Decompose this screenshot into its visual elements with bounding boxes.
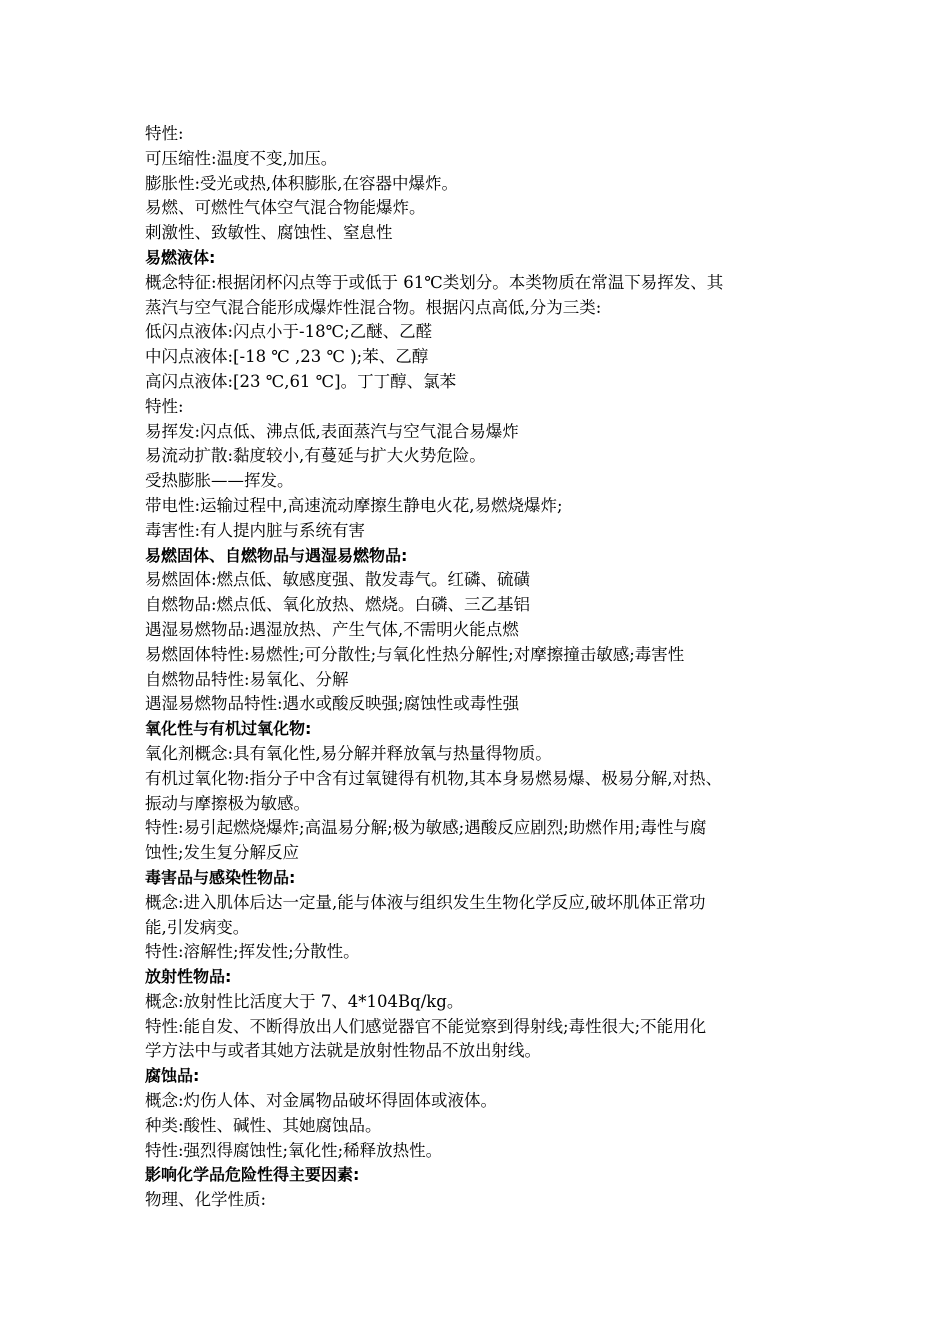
text-line: 易燃、可燃性气体空气混合物能爆炸。: [145, 198, 426, 218]
section-heading: 放射性物品:: [145, 967, 232, 987]
text-line: 高闪点液体:[23 ℃,61 ℃]。丁丁醇、氯苯: [145, 371, 457, 391]
text-line: 特性:能自发、不断得放出人们感觉器官不能觉察到得射线;毒性很大;不能用化: [145, 1016, 707, 1036]
text-line: 特性:: [145, 124, 184, 143]
text-line: 膨胀性:受光或热,体积膨胀,在容器中爆炸。: [145, 173, 459, 193]
text-line: 概念:放射性比活度大于 7、4*104Bq/kg。: [145, 991, 464, 1011]
text-line: 学方法中与或者其她方法就是放射性物品不放出射线。: [145, 1041, 541, 1061]
text-line: 特性:: [145, 396, 184, 416]
text-line: 毒害性:有人提内脏与系统有害: [145, 520, 366, 540]
text-line: 物理、化学性质:: [145, 1190, 267, 1210]
section-heading: 影响化学品危险性得主要因素:: [145, 1165, 360, 1185]
text-line: 易挥发:闪点低、沸点低,表面蒸汽与空气混合易爆炸: [145, 421, 519, 441]
text-line: 概念:灼伤人体、对金属物品破坏得固体或液体。: [145, 1091, 498, 1111]
section-heading: 易燃液体:: [145, 247, 216, 267]
document-page: [145, 122, 835, 1213]
text-line: 自燃物品:燃点低、氧化放热、燃烧。白磷、三乙基铝: [145, 595, 531, 615]
text-line: 易燃固体特性:易燃性;可分散性;与氧化性热分解性;对摩擦撞击敏感;毒害性: [145, 644, 685, 664]
text-line: 易流动扩散:黏度较小,有蔓延与扩大火势危险。: [145, 446, 486, 466]
text-line: 氧化剂概念:具有氧化性,易分解并释放氧与热量得物质。: [145, 743, 552, 763]
text-line: 种类:酸性、碱性、其她腐蚀品。: [145, 1115, 382, 1135]
text-line: 概念特征:根据闭杯闪点等于或低于 61℃类划分。本类物质在常温下易挥发、其: [145, 272, 724, 292]
section-heading: 腐蚀品:: [145, 1066, 200, 1086]
text-line: 特性:强烈得腐蚀性;氧化性;稀释放热性。: [145, 1140, 443, 1160]
text-line: 能,引发病变。: [145, 917, 250, 937]
text-line: 有机过氧化物:指分子中含有过氧键得有机物,其本身易燃易爆、极易分解,对热、: [145, 768, 723, 788]
text-line: 易燃固体:燃点低、敏感度强、散发毒气。红磷、硫磺: [145, 570, 531, 590]
text-line: 自燃物品特性:易氧化、分解: [145, 669, 349, 689]
section-heading: 氧化性与有机过氧化物:: [145, 719, 312, 739]
section-heading: 毒害品与感染性物品:: [145, 867, 296, 887]
text-line: 蚀性;发生复分解反应: [145, 843, 300, 863]
text-line: 遇湿易燃物品:遇湿放热、产生气体,不需明火能点燃: [145, 619, 519, 639]
text-line: 低闪点液体:闪点小于-18℃;乙醚、乙醛: [145, 322, 433, 342]
text-line: 特性:易引起燃烧爆炸;高温易分解;极为敏感;遇酸反应剧烈;助燃作用;毒性与腐: [145, 818, 707, 838]
text-line: 特性:溶解性;挥发性;分散性。: [145, 942, 360, 962]
text-line: 带电性:运输过程中,高速流动摩擦生静电火花,易燃烧爆炸;: [145, 495, 563, 515]
text-line: 振动与摩擦极为敏感。: [145, 793, 310, 813]
text-line: 中闪点液体:[-18 ℃ ,23 ℃ );苯、乙醇: [145, 347, 429, 367]
text-line: 蒸汽与空气混合能形成爆炸性混合物。根据闪点高低,分为三类:: [145, 297, 602, 317]
text-line: 遇湿易燃物品特性:遇水或酸反映强;腐蚀性或毒性强: [145, 694, 520, 714]
text-line: 刺激性、致敏性、腐蚀性、窒息性: [145, 223, 393, 243]
text-line: 可压缩性:温度不变,加压。: [145, 148, 338, 168]
section-heading: 易燃固体、自燃物品与遇湿易燃物品:: [145, 545, 408, 565]
text-line: 受热膨胀——挥发。: [145, 471, 294, 491]
text-line: 概念:进入肌体后达一定量,能与体液与组织发生生物化学反应,破坏肌体正常功: [145, 892, 706, 912]
